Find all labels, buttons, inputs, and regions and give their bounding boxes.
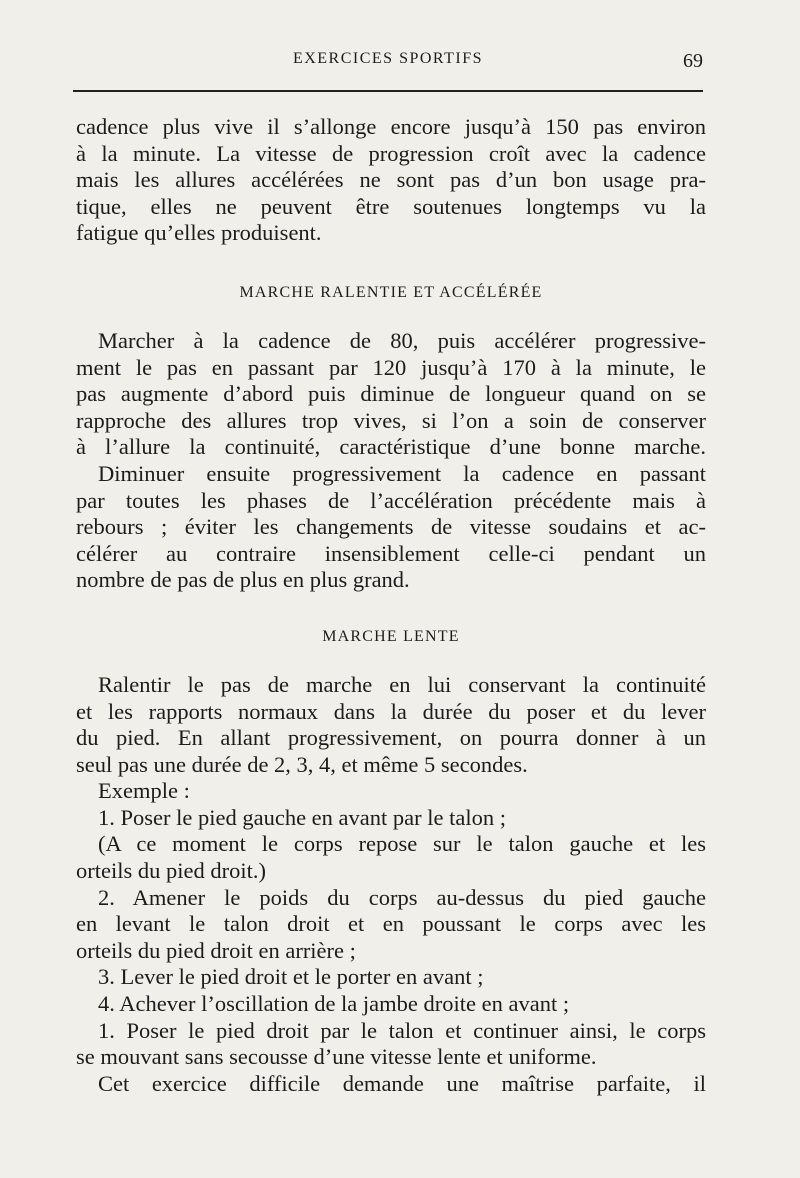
paragraph <box>76 461 706 594</box>
text-line: Diminuer ensuite progressivement la cadence en passant <box>98 460 706 486</box>
step <box>76 1018 706 1071</box>
note <box>76 831 706 884</box>
section-heading: MARCHE LENTE <box>322 627 460 645</box>
text-line: (A ce moment le corps repose sur le talon gauche et les <box>98 831 706 857</box>
text-line: célérer au contraire insensiblement celle-ci pendant un <box>76 540 706 566</box>
text-line: pas augmente d’abord puis diminue de longueur quand on se <box>76 381 706 407</box>
paragraph <box>76 672 706 778</box>
text-line: mais les allures accélérées ne sont pas d’un bon usage pra- <box>76 167 706 193</box>
text-line: se mouvant sans secousse d’une vitesse lente et uniforme. <box>76 1044 597 1070</box>
text-line: orteils du pied droit en arrière ; <box>76 937 356 963</box>
step <box>76 885 706 965</box>
text-line: rebours ; éviter les changements de vitesse soudains et ac- <box>76 514 706 540</box>
text-line: Ralentir le pas de marche en lui conservant la continuité <box>98 671 706 697</box>
step-line: 3. Lever le pied droit et le porter en avant ; <box>98 964 484 990</box>
header-rule <box>73 90 703 92</box>
text-line: rapproche des allures trop vives, si l’on a soin de conserver <box>76 407 706 433</box>
running-title: EXERCICES SPORTIFS <box>292 50 484 67</box>
text-line: 2. Amener le poids du corps au-dessus du pied gauche <box>98 884 706 910</box>
text-line: tique, elles ne peuvent être soutenues longtemps vu la <box>76 193 706 219</box>
text-line: cadence plus vive il s’allonge encore jusqu’à 150 pas environ <box>76 114 706 139</box>
example-label: Exemple : <box>98 778 190 804</box>
text-line: 1. Poser le pied droit par le talon et continuer ainsi, le corps <box>98 1017 706 1043</box>
paragraph <box>76 328 706 461</box>
step-line: 4. Achever l’oscillation de la jambe droite en avant ; <box>98 991 570 1017</box>
text-line: seul pas une durée de 2, 3, 4, et même 5 secondes. <box>76 751 528 777</box>
text-line: ment le pas en passant par 120 jusqu’à 170 à la minute, le <box>76 354 706 380</box>
text-line: fatigue qu’elles produisent. <box>76 220 322 246</box>
text-line: du pied. En allant progressivement, on pourra donner à un <box>76 725 706 751</box>
page-number: 69 <box>683 50 703 72</box>
text-line: en levant le talon droit et en poussant le corps avec les <box>76 911 706 937</box>
text-line: Marcher à la cadence de 80, puis accélérer progressive- <box>98 327 706 353</box>
text-line: nombre de pas de plus en plus grand. <box>76 567 410 593</box>
page-header <box>73 50 703 74</box>
page-body <box>76 114 706 1097</box>
text-line: à la minute. La vitesse de progression croît avec la cadence <box>76 140 706 166</box>
step-line: 1. Poser le pied gauche en avant par le talon ; <box>98 804 506 830</box>
text-line: Cet exercice difficile demande une maîtrise parfaite, il <box>98 1070 706 1096</box>
text-line: orteils du pied droit.) <box>76 858 266 884</box>
text-line: et les rapports normaux dans la durée du poser et du lever <box>76 698 706 724</box>
text-line: à l’allure la continuité, caractéristique d’une bonne marche. <box>76 434 706 460</box>
text-line: par toutes les phases de l’accélération précédente mais à <box>76 487 706 513</box>
paragraph <box>76 114 706 247</box>
section-heading: MARCHE RALENTIE ET ACCÉLÉRÉE <box>239 283 543 301</box>
